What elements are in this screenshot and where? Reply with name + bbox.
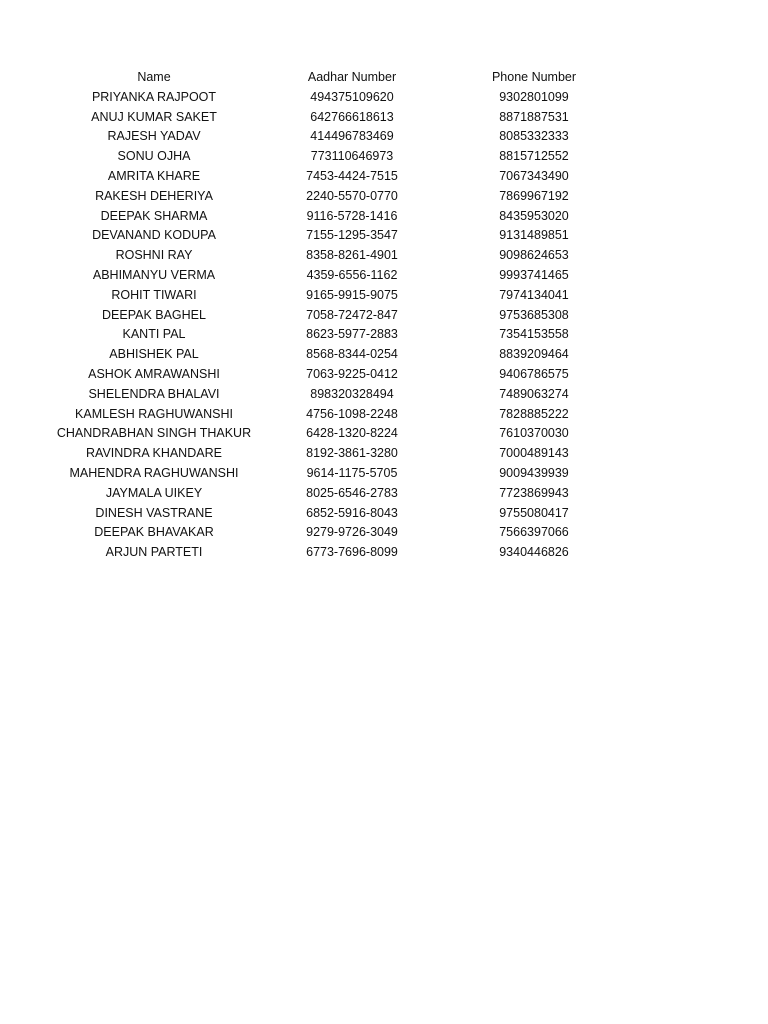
aadhar-number-cell: 6852-5916-8043 — [306, 505, 398, 520]
table-row — [54, 405, 654, 425]
name-cell: ABHISHEK PAL — [109, 347, 199, 362]
phone-number-cell: 9755080417 — [499, 505, 569, 520]
aadhar-number-cell: 9116-5728-1416 — [306, 208, 398, 223]
phone-number-cell: 7610370030 — [499, 426, 569, 441]
table-row — [54, 306, 654, 326]
table-row — [54, 365, 654, 385]
phone-number-cell: 9098624653 — [499, 248, 569, 263]
table-row — [54, 207, 654, 227]
table-row — [54, 504, 654, 524]
aadhar-number-cell: 2240-5570-0770 — [306, 188, 398, 203]
column-header-name: Name — [137, 70, 171, 84]
phone-number-cell: 7489063274 — [499, 386, 569, 401]
phone-number-cell: 8815712552 — [499, 149, 569, 164]
table-row — [54, 226, 654, 246]
name-cell: ROHIT TIWARI — [111, 287, 197, 302]
aadhar-number-cell: 9279-9726-3049 — [306, 525, 398, 540]
aadhar-number-cell: 7058-72472-847 — [306, 307, 398, 322]
phone-number-cell: 7828885222 — [499, 406, 569, 421]
table-header-row — [54, 68, 654, 88]
name-cell: DEVANAND KODUPA — [92, 228, 216, 243]
table-row — [54, 523, 654, 543]
phone-number-cell: 9993741465 — [499, 267, 569, 282]
phone-number-cell: 7869967192 — [499, 188, 569, 203]
table-row — [54, 325, 654, 345]
table-row — [54, 345, 654, 365]
aadhar-number-cell: 773110646973 — [310, 149, 394, 164]
table-row — [54, 167, 654, 187]
aadhar-number-cell: 7453-4424-7515 — [306, 168, 398, 183]
table-row — [54, 108, 654, 128]
name-cell: ARJUN PARTETI — [105, 545, 203, 560]
phone-number-cell: 8871887531 — [499, 109, 569, 124]
aadhar-number-cell: 494375109620 — [310, 89, 394, 104]
name-cell: ROSHNI RAY — [115, 248, 193, 263]
name-cell: RAJESH YADAV — [107, 129, 201, 144]
aadhar-number-cell: 8025-6546-2783 — [306, 485, 398, 500]
phone-number-cell: 9009439939 — [499, 465, 569, 480]
aadhar-number-cell: 4756-1098-2248 — [306, 406, 398, 421]
phone-number-cell: 9406786575 — [499, 366, 569, 381]
table-row — [54, 147, 654, 167]
name-cell: KAMLESH RAGHUWANSHI — [75, 406, 233, 421]
aadhar-number-cell: 9165-9915-9075 — [306, 287, 398, 302]
column-header-phone-number: Phone Number — [491, 70, 577, 84]
name-cell: ASHOK AMRAWANSHI — [88, 366, 220, 381]
aadhar-number-cell: 8358-8261-4901 — [306, 248, 398, 263]
name-cell: RAKESH DEHERIYA — [95, 188, 213, 203]
name-cell: DEEPAK SHARMA — [100, 208, 208, 223]
table-row — [54, 543, 654, 563]
phone-number-cell: 8839209464 — [499, 347, 569, 362]
aadhar-number-cell: 7063-9225-0412 — [306, 366, 398, 381]
column-header-aadhar-number: Aadhar Number — [307, 70, 397, 84]
table-row — [54, 88, 654, 108]
name-cell: JAYMALA UIKEY — [105, 485, 203, 500]
name-cell: SONU OJHA — [117, 149, 191, 164]
table-row — [54, 444, 654, 464]
name-cell: DINESH VASTRANE — [95, 505, 213, 520]
name-cell: ANUJ KUMAR SAKET — [91, 109, 217, 124]
aadhar-number-cell: 8192-3861-3280 — [306, 446, 398, 461]
phone-number-cell: 9131489851 — [499, 228, 569, 243]
phone-number-cell: 9340446826 — [499, 545, 569, 560]
table-row — [54, 127, 654, 147]
name-cell: DEEPAK BAGHEL — [102, 307, 206, 322]
name-cell: KANTI PAL — [122, 327, 186, 342]
phone-number-cell: 8085332333 — [499, 129, 569, 144]
table-row — [54, 484, 654, 504]
aadhar-number-cell: 6428-1320-8224 — [306, 426, 398, 441]
name-cell: RAVINDRA KHANDARE — [86, 446, 222, 461]
aadhar-number-cell: 6773-7696-8099 — [306, 545, 398, 560]
table-row — [54, 187, 654, 207]
aadhar-number-cell: 8568-8344-0254 — [306, 347, 398, 362]
phone-number-cell: 9302801099 — [499, 89, 569, 104]
name-cell: DEEPAK BHAVAKAR — [94, 525, 214, 540]
table-row — [54, 286, 654, 306]
table-body — [54, 88, 654, 563]
phone-number-cell: 7067343490 — [499, 168, 569, 183]
phone-number-cell: 9753685308 — [499, 307, 569, 322]
phone-number-cell: 7974134041 — [499, 287, 569, 302]
aadhar-number-cell: 7155-1295-3547 — [306, 228, 398, 243]
name-cell: CHANDRABHAN SINGH THAKUR — [56, 426, 252, 441]
aadhar-number-cell: 414496783469 — [310, 129, 394, 144]
name-cell: MAHENDRA RAGHUWANSHI — [69, 465, 239, 480]
table-row — [54, 246, 654, 266]
phone-number-cell: 8435953020 — [499, 208, 569, 223]
table-row — [54, 266, 654, 286]
phone-number-cell: 7000489143 — [499, 446, 569, 461]
phone-number-cell: 7566397066 — [499, 525, 569, 540]
aadhar-number-cell: 9614-1175-5705 — [306, 465, 398, 480]
table-row — [54, 464, 654, 484]
aadhar-number-cell: 8623-5977-2883 — [306, 327, 398, 342]
name-cell: AMRITA KHARE — [107, 168, 201, 183]
aadhar-number-cell: 4359-6556-1162 — [306, 267, 398, 282]
aadhar-number-cell: 898320328494 — [310, 386, 394, 401]
phone-number-cell: 7354153558 — [499, 327, 569, 342]
phone-number-cell: 7723869943 — [499, 485, 569, 500]
contacts-table — [54, 68, 654, 563]
name-cell: ABHIMANYU VERMA — [92, 267, 216, 282]
name-cell: SHELENDRA BHALAVI — [88, 386, 220, 401]
aadhar-number-cell: 642766618613 — [310, 109, 394, 124]
table-row — [54, 424, 654, 444]
table-row — [54, 385, 654, 405]
name-cell: PRIYANKA RAJPOOT — [91, 89, 217, 104]
